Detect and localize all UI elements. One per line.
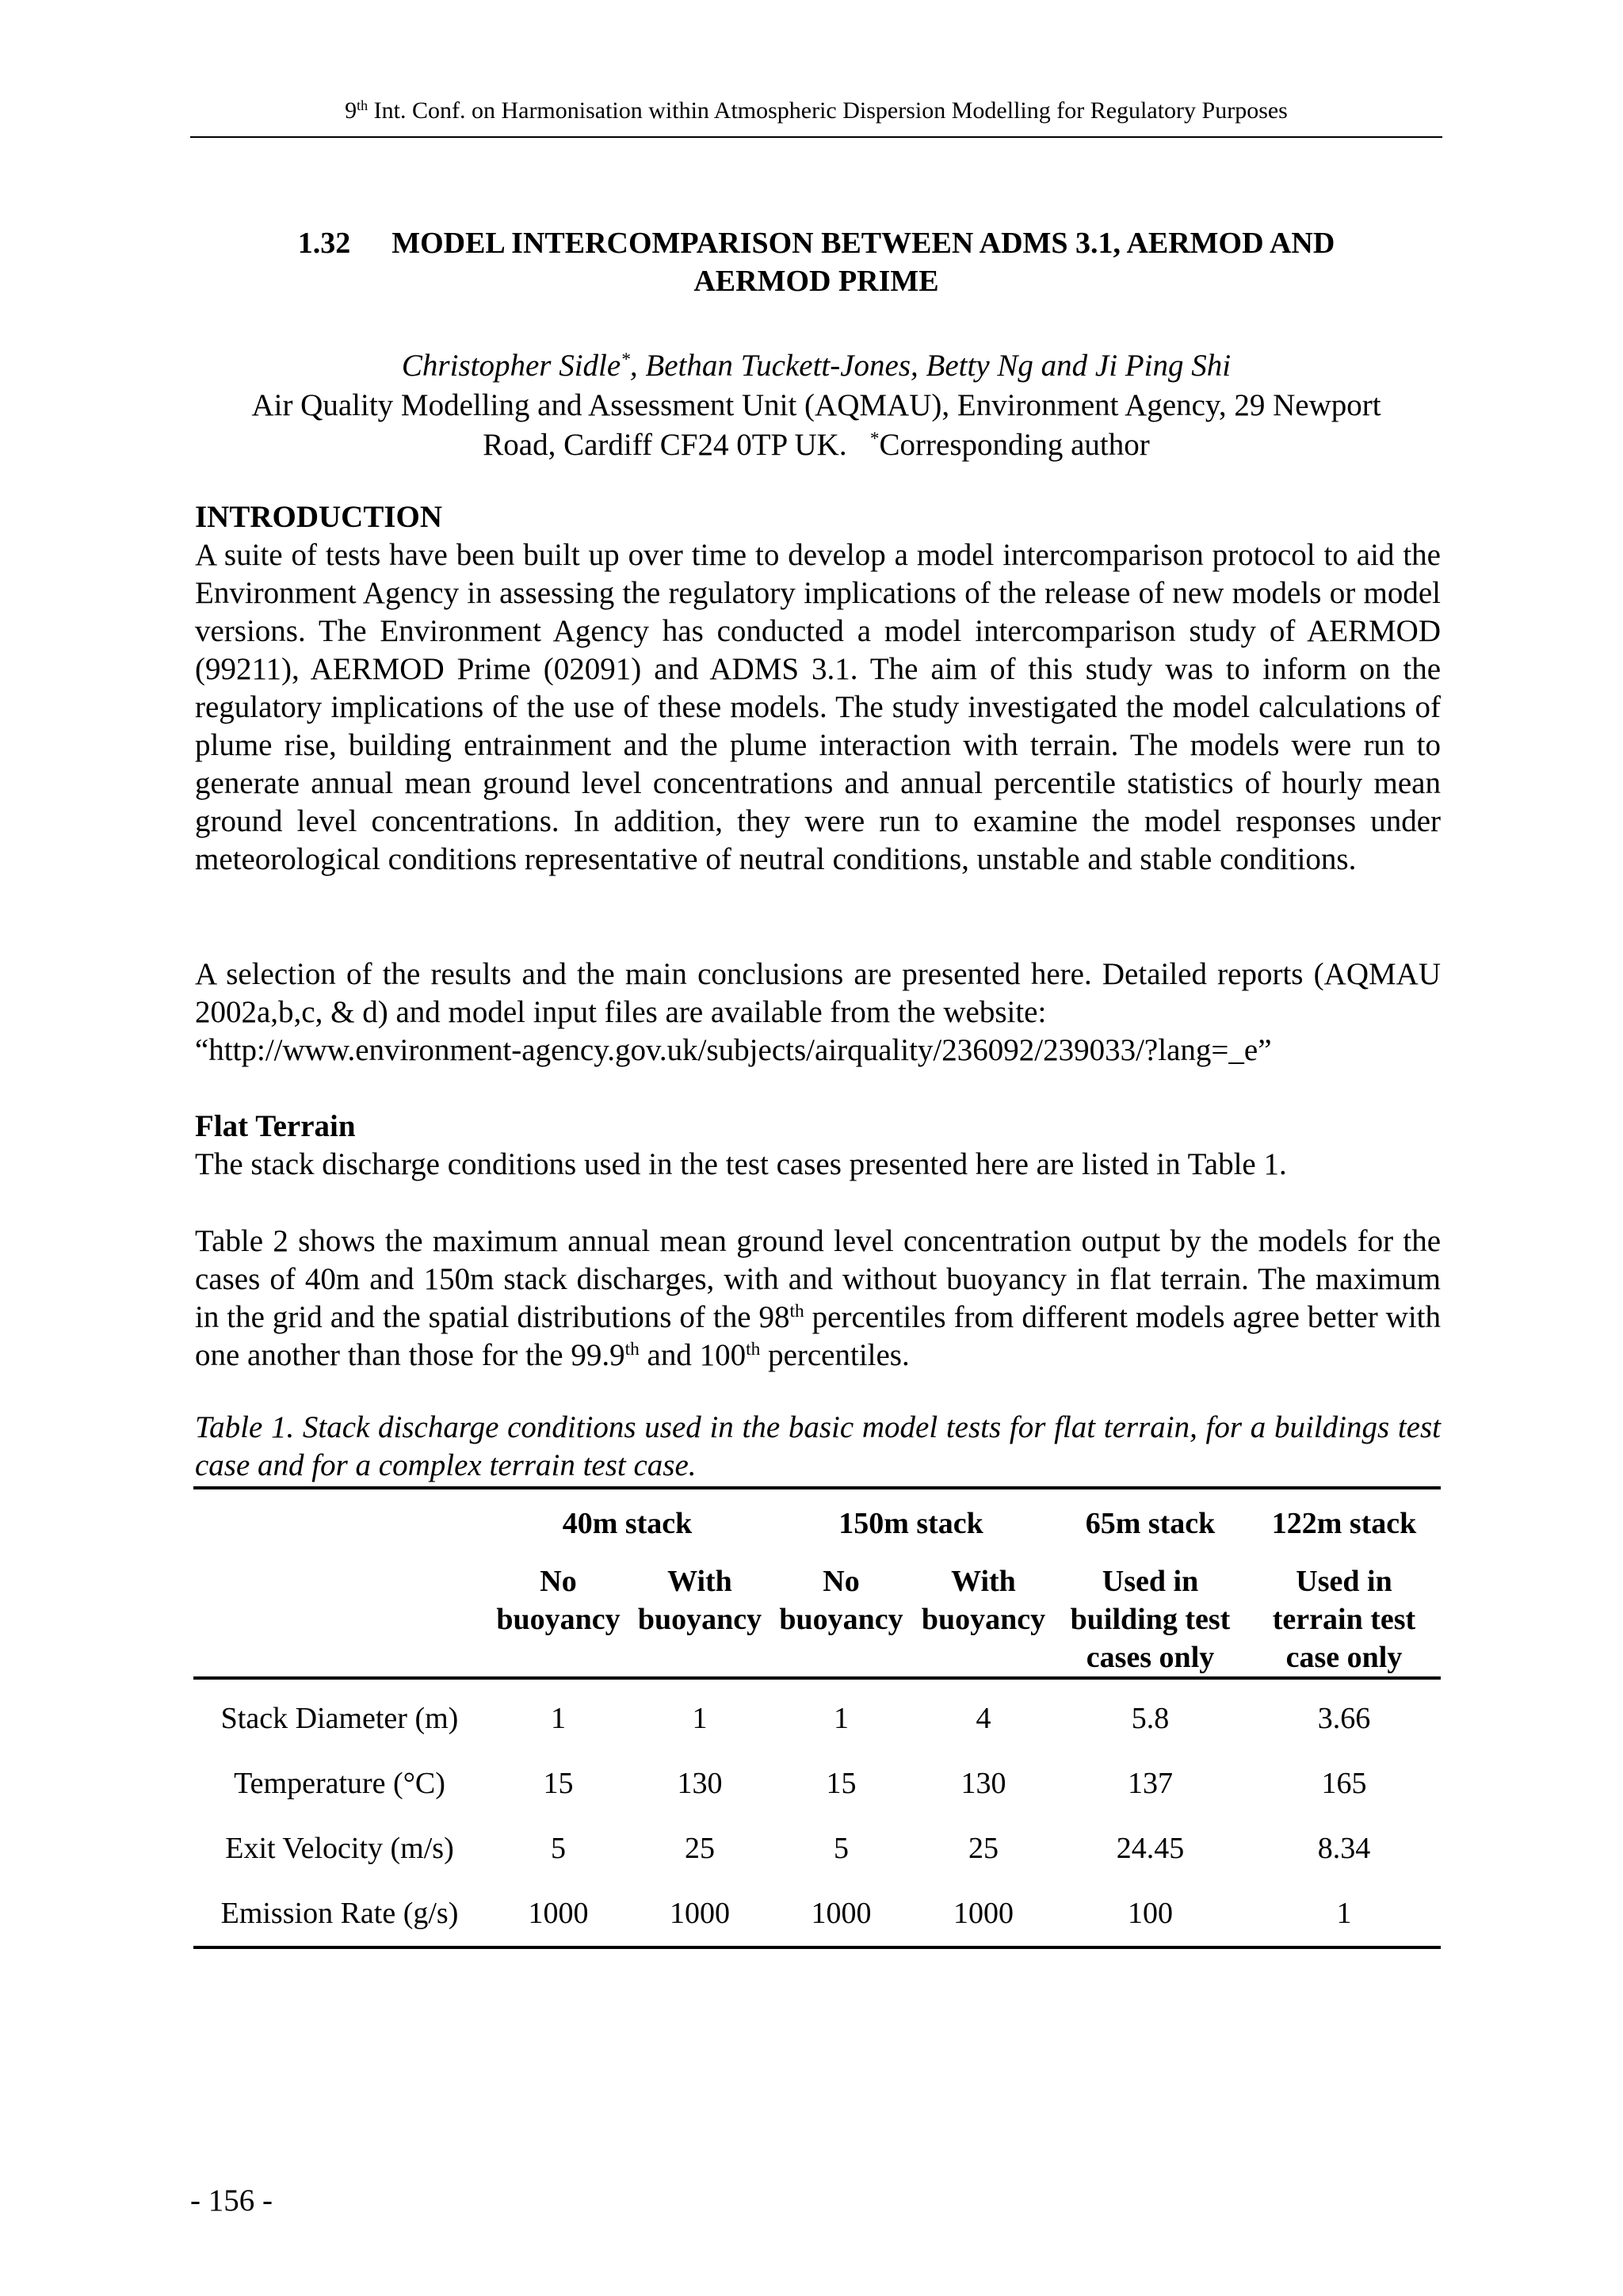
page-number: - 156 - [190,2183,273,2218]
affiliation-mark: * [869,429,880,450]
table-row [193,1678,1441,1751]
table-cell: 25 [968,1832,999,1865]
group-header: 150m stack [838,1507,983,1540]
header-ordinal: 9 [345,97,357,124]
subheader-line: building test [1070,1603,1231,1636]
subheader-line: buoyancy [779,1603,903,1636]
table-cell: 5 [551,1832,566,1865]
header-text: Int. Conf. on Harmonisation within Atmospheric Dispersion Modelling for Regulatory Purposes [368,97,1288,124]
subheader-line: buoyancy [496,1603,621,1636]
table-cell: 1 [834,1702,849,1735]
flat-terrain-heading: Flat Terrain [195,1109,356,1143]
introduction-heading: INTRODUCTION [195,500,443,534]
subheader-line: With [951,1565,1016,1598]
affiliation-line-2 [190,425,1442,465]
introduction-paragraph-2: A selection of the results and the main conclusions are presented here. Detailed reports (AQMAU 2002a,b,c, & d) and model input files are available from the website: [195,957,1441,1029]
table-1 [193,1486,1441,1949]
introduction-section [195,498,1441,879]
subheader-cell [631,1558,769,1678]
table-cell: 15 [826,1767,857,1800]
row-label: Exit Velocity (m/s) [225,1832,454,1865]
title-line-2: AERMOD PRIME [693,265,939,298]
table-group-header-row [193,1488,1441,1558]
table-row [193,1751,1441,1816]
table-cell: 137 [1128,1767,1173,1800]
affiliation-address: Road, Cardiff CF24 0TP UK. [483,428,847,462]
table-cell: 5 [834,1832,849,1865]
table-cell: 15 [543,1767,574,1800]
flat-terrain-paragraph-1: The stack discharge conditions used in the test cases presented here are listed in Table 1. [195,1147,1287,1181]
introduction-paragraph-1: A suite of tests have been built up over time to develop a model intercomparison protocol to aid the Environment Agency in assessing the regulatory implications of the release of new models or model versions. The Environment Agency has conducted a model intercomparison study of AERMOD (99211), AERMOD Prime (02091) and ADMS 3.1. The aim of this study was to inform on the regulatory implications of the use of these models. The study investigated the model calculations of plume rise, building entrainment and the plume interaction with terrain. The models were run to generate annual mean ground level concentrations and annual percentile statistics of hourly mean ground level concentrations. In addition, they were run to examine the model responses under meteorological conditions representative of neutral conditions, unstable and stable conditions. [195,538,1441,876]
subheader-line: terrain test [1272,1603,1416,1636]
p2-part-b: percentiles from different models agree better with one another than those for the 99.9 [195,1300,1441,1372]
table-1-caption: Table 1. Stack discharge conditions used in the basic model tests for flat terrain, for a buildings test case and for a complex terrain test case. [195,1410,1441,1482]
table-cell: 1000 [670,1897,730,1930]
author-rest: , Bethan Tuckett-Jones, Betty Ng and Ji Ping Shi [629,349,1232,383]
row-label: Stack Diameter (m) [220,1702,459,1735]
author-list [190,346,1442,386]
subheader-line: buoyancy [637,1603,762,1636]
header-rule [190,136,1442,138]
author-first: Christopher Sidle [401,349,621,383]
running-header [190,93,1442,128]
table-cell: 5.8 [1131,1702,1170,1735]
subheader-cell [1247,1558,1441,1678]
corresponding-note: Corresponding author [879,428,1150,462]
p2-part-a: Table 2 shows the maximum annual mean ground level concentration output by the models for the cases of 40m and 150m stack discharges, with and without buoyancy in flat terrain. The maximum in the grid and the spatial distributions of the 98 [195,1224,1441,1334]
introduction-paragraph-2-block [195,955,1441,1070]
table-cell: 100 [1128,1897,1173,1930]
row-label: Emission Rate (g/s) [220,1897,459,1930]
table-cell: 1000 [953,1897,1014,1930]
subheader-cell [486,1558,631,1678]
table-cell: 130 [677,1767,723,1800]
affiliation [190,386,1442,465]
table-cell: 4 [976,1702,991,1735]
group-header: 40m stack [562,1507,693,1540]
subheader-line: With [667,1565,732,1598]
subheader-cell [769,1558,914,1678]
p2-part-d: percentiles. [760,1338,910,1372]
table-cell: 25 [685,1832,715,1865]
group-header: 122m stack [1271,1507,1417,1540]
section-number: 1.32 [297,227,351,260]
table-cell: 165 [1321,1767,1367,1800]
subheader-line: case only [1285,1641,1403,1674]
subheader-line: No [823,1565,860,1598]
header-ordinal-suffix: th [357,97,369,114]
table-cell: 1 [551,1702,566,1735]
p2-sup-3: th [746,1339,761,1360]
group-header: 65m stack [1085,1507,1216,1540]
table-row [193,1881,1441,1947]
flat-terrain-paragraph-2 [195,1222,1441,1375]
paper-title [190,224,1442,300]
table-subheader-row [193,1558,1441,1678]
corresponding-mark: * [621,349,630,371]
table-cell: 1 [692,1702,708,1735]
table-cell: 1000 [528,1897,589,1930]
table-cell: 1000 [811,1897,872,1930]
table-cell: 130 [960,1767,1006,1800]
affiliation-line-1: Air Quality Modelling and Assessment Unit (AQMAU), Environment Agency, 29 Newport [251,388,1381,422]
table-row [193,1816,1441,1881]
website-url: “http://www.environment-agency.gov.uk/subjects/airquality/236092/239033/?lang=_e” [195,1033,1272,1067]
table-cell: 1 [1336,1897,1352,1930]
row-label: Temperature (°C) [234,1767,445,1800]
subheader-line: Used in [1102,1565,1199,1598]
subheader-line: Used in [1296,1565,1392,1598]
table-cell: 24.45 [1116,1832,1185,1865]
table-corner-cell [193,1488,486,1558]
subheader-line: No [540,1565,577,1598]
subheader-line: buoyancy [921,1603,1046,1636]
p2-sup-1: th [789,1301,804,1322]
table-cell: 8.34 [1317,1832,1371,1865]
table-corner-cell [193,1558,486,1678]
subheader-line: cases only [1086,1641,1215,1674]
title-line-1 [190,224,1442,262]
p2-part-c: and 100 [639,1338,747,1372]
flat-terrain-section [195,1108,1441,1184]
subheader-cell [1053,1558,1247,1678]
subheader-cell [914,1558,1053,1678]
title-text-1: MODEL INTERCOMPARISON BETWEEN ADMS 3.1, AERMOD AND [391,227,1335,260]
table-cell: 3.66 [1317,1702,1371,1735]
p2-sup-2: th [624,1339,640,1360]
